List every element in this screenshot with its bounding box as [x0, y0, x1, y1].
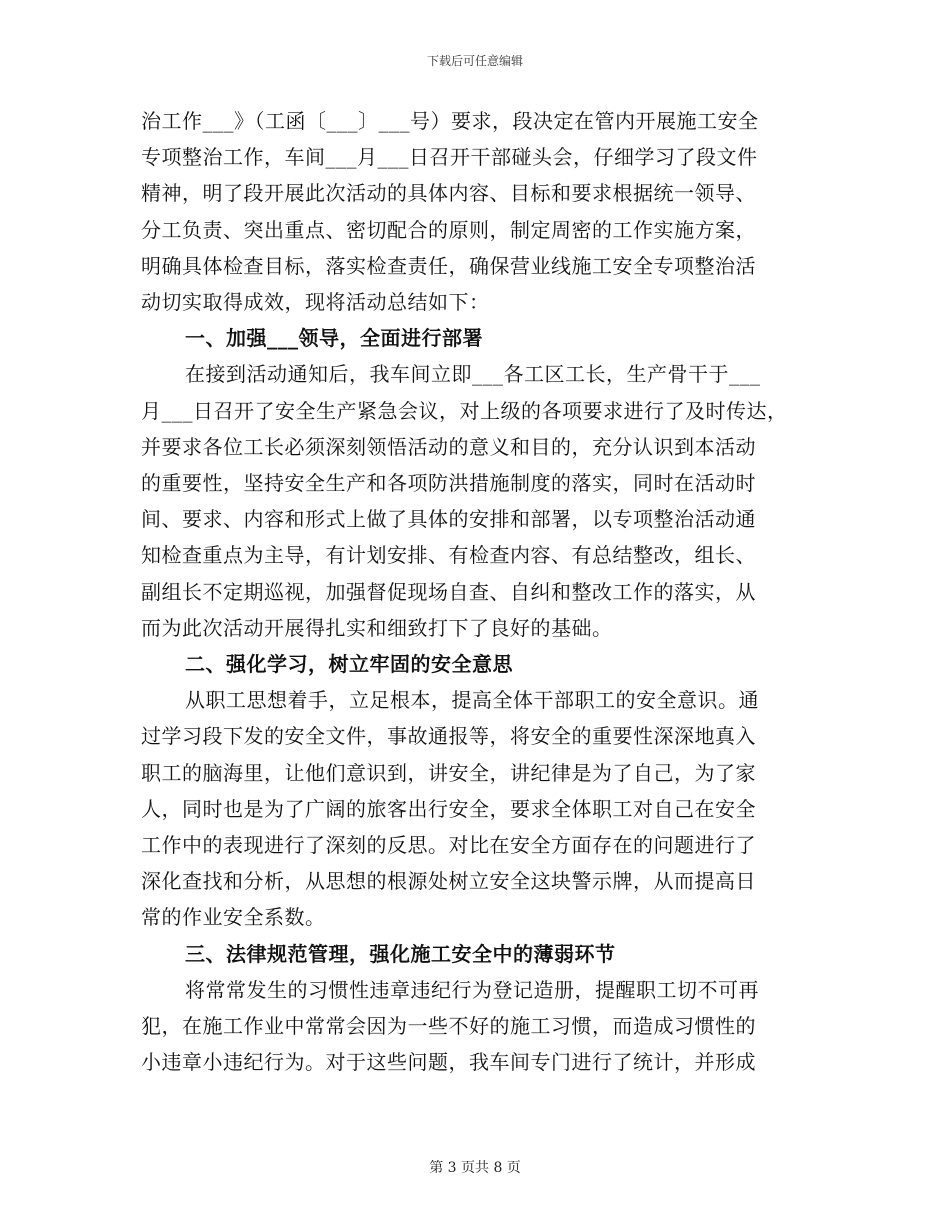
paragraph-line: 小违章小违纪行为。对于这些问题，我车间专门进行了统计，并形成: [141, 1050, 756, 1075]
paragraph-line: 动切实取得成效，现将活动总结如下：: [141, 290, 490, 314]
paragraph-line: 在接到活动通知后，我车间立即___各工区工长，生产骨干于___: [185, 362, 761, 387]
paragraph-line: 犯，在施工作业中常常会因为一些不好的施工习惯，而造成习惯性的: [141, 1014, 756, 1038]
paragraph-line: 月___日召开了安全生产紧急会议，对上级的各项要求进行了及时传达，: [141, 398, 788, 423]
paragraph-line: 分工负责、突出重点、密切配合的原则，制定周密的工作实施方案，: [141, 217, 756, 242]
paragraph-line: 精神，明了段开展此次活动的具体内容、目标和要求根据统一领导、: [141, 181, 756, 206]
paragraph-line: 职工的脑海里，让他们意识到，讲安全，讲纪律是为了自己，为了家: [141, 760, 756, 785]
paragraph-line: 治工作___》（工函〔___〕___号）要求，段决定在管内开展施工安全: [141, 109, 759, 133]
paragraph-line: 工作中的表现进行了深刻的反思。对比在安全方面存在的问题进行了: [141, 833, 756, 857]
paragraph-line: 常的作业安全系数。: [141, 905, 326, 930]
paragraph-line: 将常常发生的习惯性违章违纪行为登记造册，提醒职工切不可再: [185, 977, 759, 1002]
paragraph-line: 间、要求、内容和形式上做了具体的安排和部署，以专项整治活动通: [141, 507, 756, 532]
section-heading: 三、法律规范管理，强化施工安全中的薄弱环节: [185, 941, 616, 966]
paragraph-line: 过学习段下发的安全文件，事故通报等，将安全的重要性深深地真入: [141, 724, 756, 749]
paragraph-line: 副组长不定期巡视，加强督促现场自查、自纠和整改工作的落实，从: [141, 579, 756, 604]
paragraph-line: 知检查重点为主导，有计划安排、有检查内容、有总结整改，组长、: [141, 543, 756, 568]
paragraph-line: 深化查找和分析，从思想的根源处树立安全这块警示牌，从而提高日: [141, 869, 756, 894]
paragraph-line: 人，同时也是为了广阔的旅客出行安全，要求全体职工对自己在安全: [141, 796, 756, 821]
paragraph-line: 的重要性，坚持安全生产和各项防洪措施制度的落实，同时在活动时: [141, 471, 756, 495]
paragraph-line: 从职工思想着手，立足根本，提高全体干部职工的安全意识。通: [185, 688, 759, 713]
section-heading: 一、加强___领导，全面进行部署: [185, 326, 483, 351]
paragraph-line: 明确具体检查目标，落实检查责任，确保营业线施工安全专项整治活: [141, 253, 756, 278]
page-header: 下载后可任意编辑: [426, 54, 523, 68]
paragraph-line: 而为此次活动开展得扎实和细致打下了良好的基础。: [141, 615, 613, 640]
section-heading: 二、强化学习，树立牢固的安全意思: [185, 652, 513, 676]
paragraph-line: 并要求各位工长必须深刻领悟活动的意义和目的，充分认识到本活动: [141, 434, 756, 459]
page-footer: 第 3 页共 8 页: [429, 1160, 521, 1176]
paragraph-line: 专项整治工作，车间___月___日召开干部碰头会，仔细学习了段文件: [141, 145, 758, 170]
